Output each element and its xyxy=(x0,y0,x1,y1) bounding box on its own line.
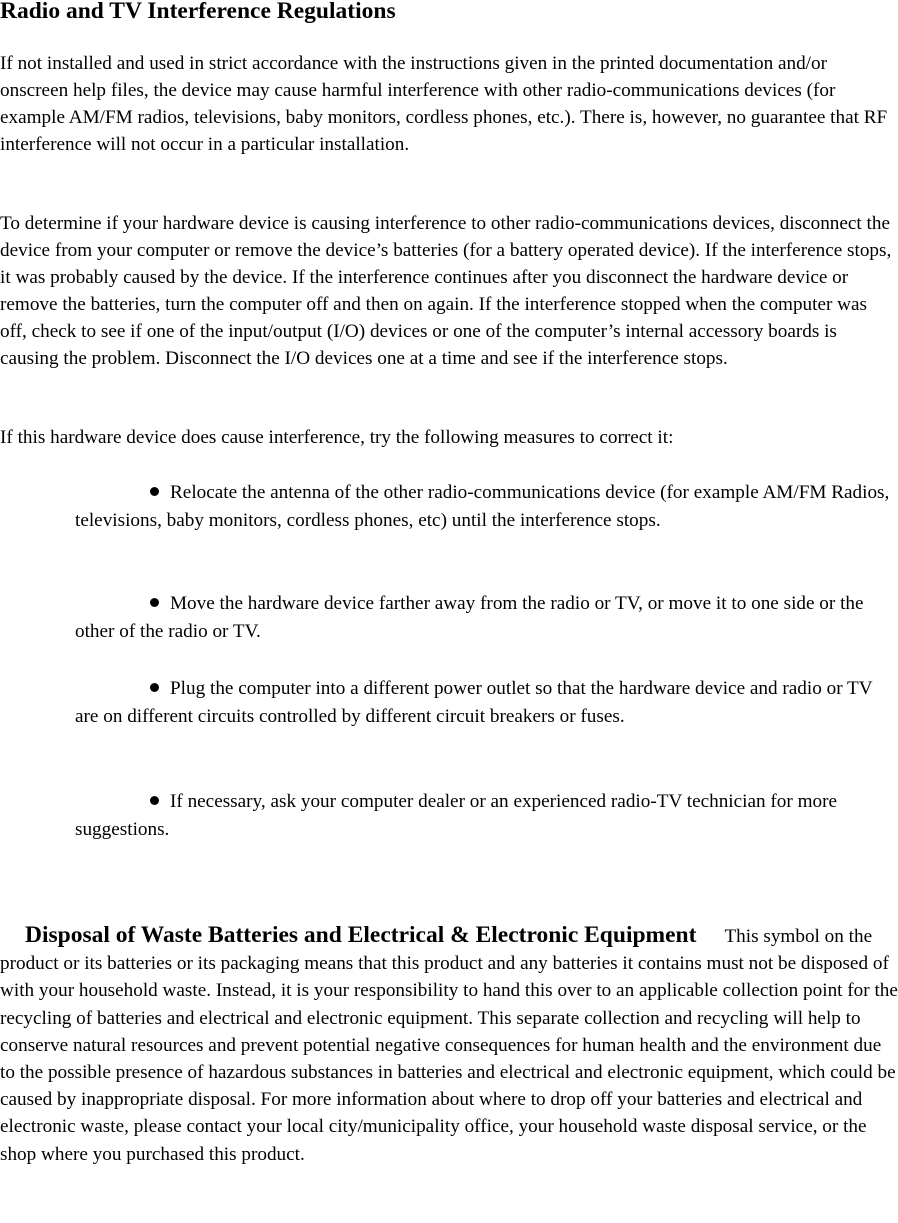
intro-paragraph: If not installed and used in strict accordance with the instructions given in the printed documentation and/or onscreen help files, the device may cause harmful interference with other radio-communications devices (for example AM/FM radios, televisions, baby monitors, cordless phones, etc.). There is, however, no guarantee that RF interference will not occur in a particular installation. xyxy=(0,53,888,155)
measure-text: If necessary, ask your computer dealer or an experienced radio-TV technician for more suggestions. xyxy=(75,791,837,840)
measure-item xyxy=(75,590,895,645)
bullet-icon xyxy=(150,487,159,496)
bullet-icon xyxy=(150,598,159,607)
disposal-body: This symbol on the product or its batteries or its packaging means that this product and any batteries it contains must not be disposed of with your household waste. Instead, it is your responsibility to hand this over to an applicable collection point for the recycling of batteries and electrical and electronic equipment. This separate collection and recycling will help to conserve natural resources and prevent potential negative consequences for human health and the environment due to the possible presence of hazardous substances in batteries and electrical and electronic equipment, which could be caused by inappropriate disposal. For more information about where to drop off your batteries and electrical and electronic waste, please contact your local city/municipality office, your household waste disposal service, or the shop where you purchased this product. xyxy=(0,926,898,1165)
disposal-section xyxy=(0,922,898,1168)
measures-intro-paragraph: If this hardware device does cause interference, try the following measures to correct it: xyxy=(0,427,674,448)
interference-heading: Radio and TV Interference Regulations xyxy=(0,0,396,24)
measure-item xyxy=(75,479,895,534)
measure-text: Move the hardware device farther away from the radio or TV, or move it to one side or the other of the radio or TV. xyxy=(75,593,864,642)
diagnosis-paragraph: To determine if your hardware device is causing interference to other radio-communications devices, disconnect the device from your computer or remove the device’s batteries (for a battery operated device). If the interference stops, it was probably caused by the device. If the interference continues after you disconnect the hardware device or remove the batteries, turn the computer off and then on again. If the interference stopped when the computer was off, check to see if one of the input/output (I/O) devices or one of the computer’s internal accessory boards is causing the problem. Disconnect the I/O devices one at a time and see if the interference stops. xyxy=(0,213,892,369)
disposal-heading: Disposal of Waste Batteries and Electrical & Electronic Equipment xyxy=(25,922,697,948)
measure-text: Plug the computer into a different power outlet so that the hardware device and radio or TV are on different circuits controlled by different circuit breakers or fuses. xyxy=(75,678,873,727)
bullet-icon xyxy=(150,796,159,805)
bullet-icon xyxy=(150,683,159,692)
measure-item xyxy=(75,675,895,730)
measure-text: Relocate the antenna of the other radio-communications device (for example AM/FM Radios, televisions, baby monitors, cordless phones, etc) until the interference stops. xyxy=(75,482,890,531)
measure-item xyxy=(75,788,895,843)
